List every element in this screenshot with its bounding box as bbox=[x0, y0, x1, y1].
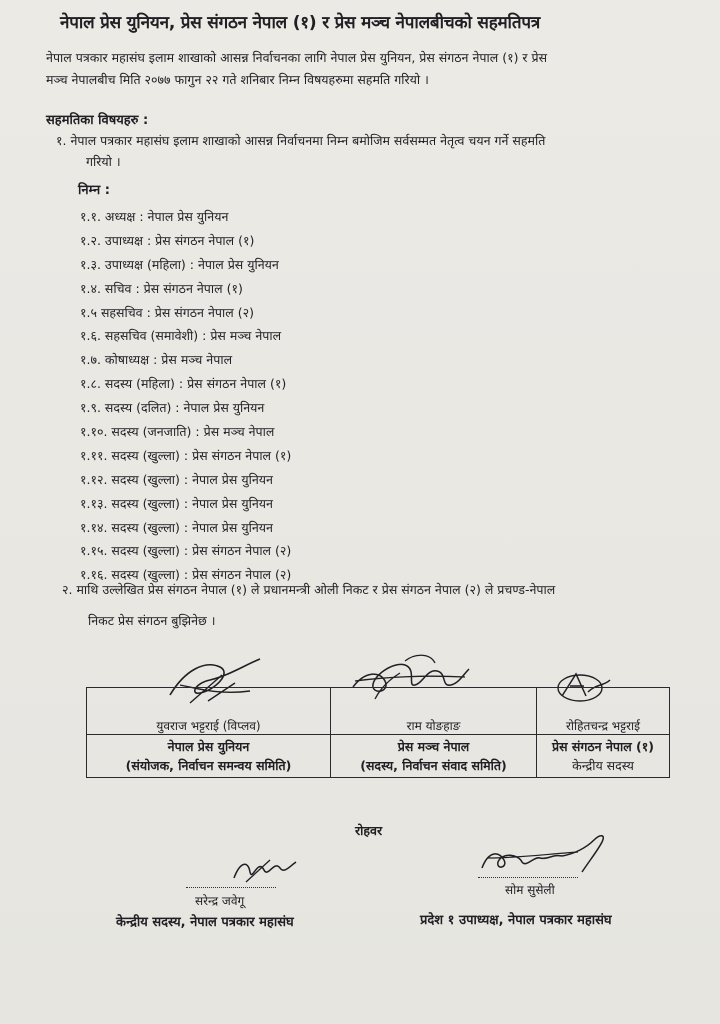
signatory-role: केन्द्रीय सदस्य bbox=[572, 758, 634, 773]
position-item: १.१४. सदस्य (खुल्ला) : नेपाल प्रेस युनियन bbox=[80, 519, 273, 535]
document-title: नेपाल प्रेस युनियन, प्रेस संगठन नेपाल (१) र प्रेस मञ्च नेपालबीचको सहमतिपत्र bbox=[60, 13, 541, 33]
witness-role: प्रदेश १ उपाध्यक्ष, नेपाल पत्रकार महासंघ bbox=[420, 913, 612, 928]
position-item: १.४. सचिव : प्रेस संगठन नेपाल (१) bbox=[80, 280, 243, 296]
witness-name: सरेन्द्र जवेगू bbox=[195, 894, 245, 908]
agreement-item-1 bbox=[56, 130, 676, 172]
position-item: १.७. कोषाध्यक्ष : प्रेस मञ्च नेपाल bbox=[80, 352, 233, 368]
subject-heading: सहमतिका विषयहरु : bbox=[46, 113, 149, 128]
witness-role: केन्द्रीय सदस्य, नेपाल पत्रकार महासंघ bbox=[116, 915, 294, 930]
position-item: १.१५. सदस्य (खुल्ला) : प्रेस संगठन नेपाल (२) bbox=[80, 543, 292, 559]
signatory-org: नेपाल प्रेस युनियन bbox=[167, 739, 250, 754]
positions-list bbox=[80, 207, 291, 589]
position-item: १.६. सहसचिव (समावेशी) : प्रेस मञ्च नेपाल bbox=[80, 328, 282, 344]
position-item: १.३. उपाध्यक्ष (महिला) : नेपाल प्रेस युनियन bbox=[80, 256, 279, 272]
signatory-org-cell bbox=[537, 735, 670, 778]
signatory-org-cell bbox=[331, 735, 537, 778]
signatory-role: (संयोजक, निर्वाचन समन्वय समिति) bbox=[125, 758, 292, 773]
intro-line-2: मञ्च नेपालबीच मिति २०७७ फागुन २२ गते शनिबार निम्न विषयहरुमा सहमति गरियो । bbox=[46, 72, 429, 87]
position-item: १.२. उपाध्यक्ष : प्रेस संगठन नेपाल (१) bbox=[80, 232, 255, 248]
nimna-label: निम्न : bbox=[78, 183, 110, 198]
position-item: १.८. सदस्य (महिला) : प्रेस संगठन नेपाल (१) bbox=[80, 376, 287, 392]
witness-name: सोम सुसेली bbox=[505, 883, 555, 897]
position-item: १.५ सहसचिव : प्रेस संगठन नेपाल (२) bbox=[80, 304, 254, 320]
item-1-line-2: गरियो । bbox=[86, 154, 121, 169]
signatories-table bbox=[86, 687, 670, 778]
intro-line-1: नेपाल पत्रकार महासंघ इलाम शाखाको आसन्न निर्वाचनका लागि नेपाल प्रेस युनियन, प्रेस संगठन नेपाल (१) र प्रेस bbox=[46, 50, 548, 65]
signature-cell bbox=[87, 688, 331, 717]
position-item: १.१. अध्यक्ष : नेपाल प्रेस युनियन bbox=[80, 209, 229, 224]
position-item: १.१०. सदस्य (जनजाति) : प्रेस मञ्च नेपाल bbox=[80, 424, 275, 440]
position-item: १.१६. सदस्य (खुल्ला) : प्रेस संगठन नेपाल (२) bbox=[80, 567, 292, 583]
position-item: १.११. सदस्य (खुल्ला) : प्रेस संगठन नेपाल (१) bbox=[80, 447, 292, 463]
signatory-org: प्रेस मञ्च नेपाल bbox=[397, 739, 470, 754]
position-item: १.९. सदस्य (दलित) : नेपाल प्रेस युनियन bbox=[80, 400, 265, 416]
signature-cell bbox=[331, 688, 537, 717]
signature-cell bbox=[537, 688, 670, 717]
rohabar-heading: रोहवर bbox=[355, 823, 383, 838]
signatory-org-cell bbox=[87, 735, 331, 778]
signature-line bbox=[478, 877, 578, 878]
signature-witness-2 bbox=[478, 828, 613, 878]
position-item: १.१३. सदस्य (खुल्ला) : नेपाल प्रेस युनियन bbox=[80, 495, 273, 511]
agreement-item-2 bbox=[62, 579, 682, 631]
position-item: १.१२. सदस्य (खुल्ला) : नेपाल प्रेस युनियन bbox=[80, 471, 273, 487]
intro-paragraph bbox=[46, 47, 686, 91]
signature-line bbox=[186, 887, 276, 888]
signatory-name: युवराज भट्टराई (विप्लव) bbox=[87, 716, 331, 735]
signature-witness-1 bbox=[230, 852, 300, 888]
item-1-line-1: १. नेपाल पत्रकार महासंघ इलाम शाखाको आसन्न निर्वाचनमा निम्न बमोजिम सर्वसम्मत नेतृत्व चयन गर्ने सहमति bbox=[56, 133, 546, 148]
signatory-name: रोहितचन्द्र भट्टराई bbox=[537, 716, 670, 735]
item-2-line-2: निकट प्रेस संगठन बुझिनेछ । bbox=[88, 613, 216, 628]
item-2-line-1: २. माथि उल्लेखित प्रेस संगठन नेपाल (१) ले प्रधानमन्त्री ओली निकट र प्रेस संगठन नेपाल (२) ले प्रचण्ड-नेपाल bbox=[62, 582, 556, 597]
signatory-name: राम योङहाङ bbox=[331, 716, 537, 735]
signatory-org: प्रेस संगठन नेपाल (१) bbox=[552, 739, 654, 754]
signatory-role: (सदस्य, निर्वाचन संवाद समिति) bbox=[360, 758, 507, 773]
